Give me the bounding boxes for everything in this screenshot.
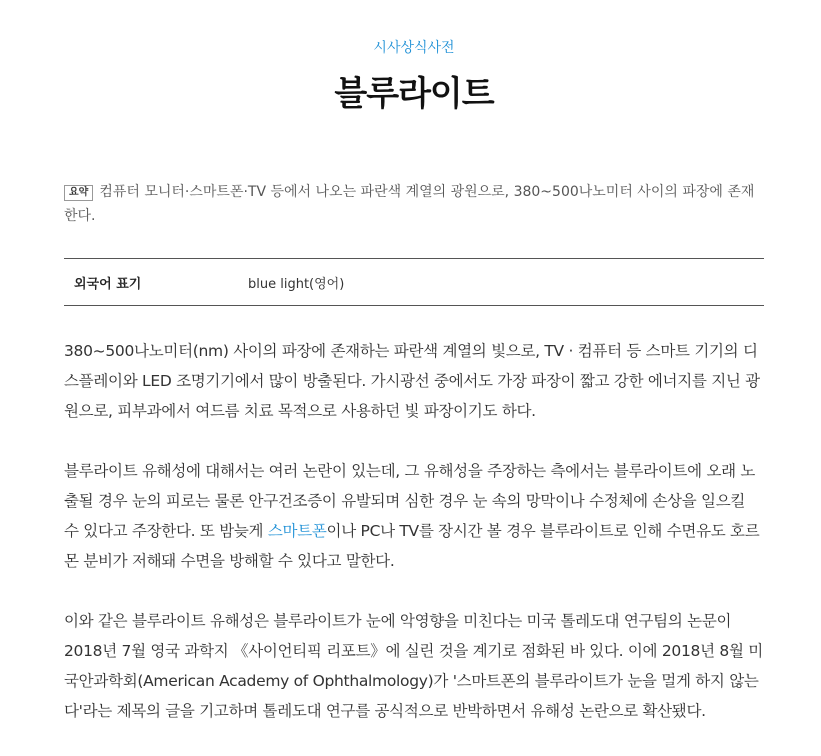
paragraph-2-text-a: 블루라이트 유해성에 대해서는 여러 논란이 있는데, 그 유해성을 주장하는 측에서는 블루라이트에 오래 노출될 경우 눈의 피로는 물론 안구건조증이 유발되며 심한 경우 눈 속의 망막이나 수정체에 손상을 일으킬 수 있다고 주장한다. 또 밤늦게: [64, 462, 756, 540]
paragraph-3: 이와 같은 블루라이트 유해성은 블루라이트가 눈에 악영향을 미친다는 미국 톨레도대 연구팀의 논문이 2018년 7월 영국 과학지 《사이언티픽 리포트》에 실린 것을 계기로 점화된 바 있다. 이에 2018년 8월 미국안과학회(American Academy of Ophthalmology)가 '스마트폰의 블루라이트가 눈을 멀게 하지 않는다'라는 제목의 글을 기고하며 톨레도대 연구를 공식적으로 반박하면서 유해성 논란으로 확산됐다.: [64, 612, 763, 720]
info-table: [64, 258, 764, 306]
page-title: 블루라이트: [334, 74, 494, 114]
article-body: [64, 336, 764, 756]
info-value: blue light(영어): [248, 276, 345, 292]
paragraph-2: [64, 456, 764, 576]
summary: [64, 180, 764, 228]
summary-badge: 요약: [64, 185, 93, 201]
paragraph-1: 380~500나노미터(nm) 사이의 파장에 존재하는 파란색 계열의 빛으로, TV · 컴퓨터 등 스마트 기기의 디스플레이와 LED 조명기기에서 많이 방출된다. 가시광선 중에서도 가장 파장이 짧고 강한 에너지를 지닌 광원으로, 피부과에서 여드름 치료 목적으로 사용하던 빛 파장이기도 하다.: [64, 342, 760, 420]
summary-text: 컴퓨터 모니터·스마트폰·TV 등에서 나오는 파란색 계열의 광원으로, 380~500나노미터 사이의 파장에 존재한다.: [64, 184, 755, 224]
paragraph-2-text-b: 이나 PC나 TV를 장시간 볼 경우 블루라이트로 인해 수면유도 호르몬 분비가 저해돼 수면을 방해할 수 있다고 말한다.: [64, 522, 760, 570]
info-label: 외국어 표기: [74, 276, 142, 292]
smartphone-link[interactable]: 스마트폰: [267, 522, 327, 540]
category-link[interactable]: 시사상식사전: [373, 40, 455, 56]
